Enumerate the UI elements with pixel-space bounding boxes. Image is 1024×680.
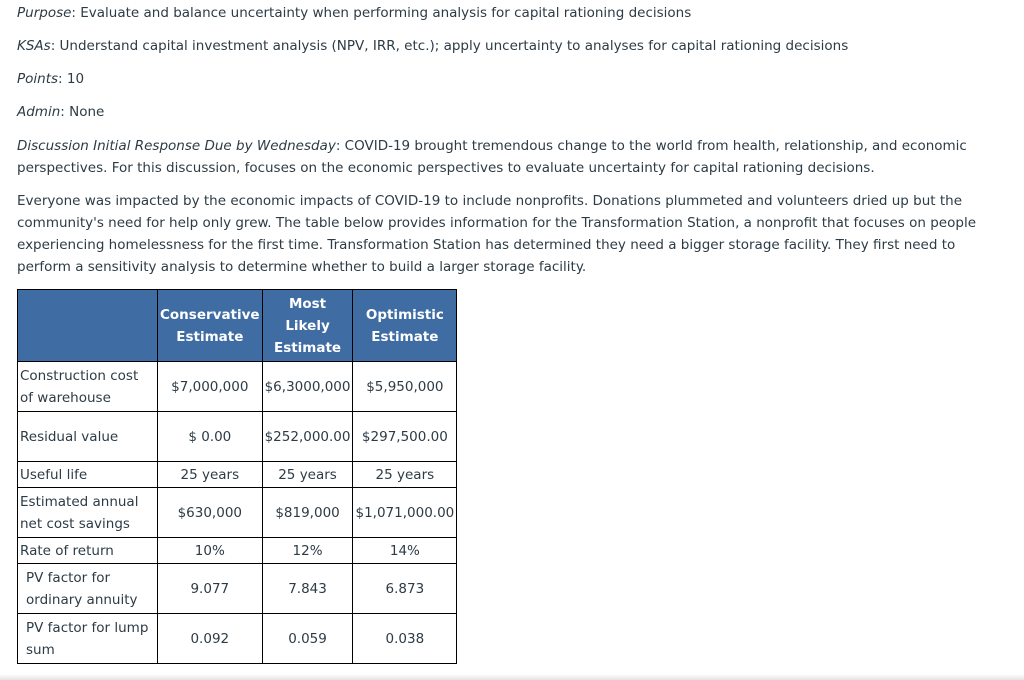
row-label: PV factor for ordinary annuity (18, 564, 158, 614)
cell-most-likely: 7.843 (262, 564, 353, 614)
table-header-row (18, 290, 457, 362)
discussion-text: COVID-19 brought tremendous change to the world from health, relationship, and economic perspectives. For this discussion, focuses on the economic perspectives to evaluate uncertainty for capital rationing decisions. (17, 138, 967, 176)
cell-optimistic: 25 years (353, 462, 457, 488)
header-most-likely: Most Likely Estimate (262, 290, 353, 362)
cell-most-likely: 25 years (262, 462, 353, 488)
cell-conservative: 9.077 (158, 564, 263, 614)
bottom-shadow (0, 674, 1024, 680)
cell-conservative: 0.092 (158, 614, 263, 664)
admin-label: Admin (17, 104, 61, 120)
cell-conservative: $7,000,000 (158, 362, 263, 412)
cell-most-likely: 0.059 (262, 614, 353, 664)
cell-conservative: $ 0.00 (158, 412, 263, 462)
estimates-table (17, 289, 457, 664)
ksas-label: KSAs (17, 38, 51, 54)
admin-text: None (69, 104, 105, 120)
cell-most-likely: 12% (262, 538, 353, 564)
purpose-text: Evaluate and balance uncertainty when performing analysis for capital rationing decisions (80, 5, 692, 21)
row-label: Rate of return (18, 538, 158, 564)
cell-conservative: $630,000 (158, 488, 263, 538)
header-blank (18, 290, 158, 362)
ksas-line: KSAs: Understand capital investment analysis (NPV, IRR, etc.); apply uncertainty to analyses for capital rationing decisions (17, 38, 849, 54)
discussion-paragraph: Discussion Initial Response Due by Wednesday: COVID-19 brought tremendous change to the world from health, relationship, and economic perspectives. For this discussion, focuses on the economic perspectives to evaluate uncertainty for capital rationing decisions. (17, 138, 967, 176)
row-label: Useful life (18, 462, 158, 488)
cell-most-likely: $252,000.00 (262, 412, 353, 462)
table-row (18, 614, 457, 664)
row-label: Estimated annual net cost savings (18, 488, 158, 538)
admin-line: Admin: None (17, 104, 105, 120)
cell-optimistic: $5,950,000 (353, 362, 457, 412)
cell-most-likely: $819,000 (262, 488, 353, 538)
ksas-text: Understand capital investment analysis (NPV, IRR, etc.); apply uncertainty to analyses for capital rationing decisions (59, 38, 849, 54)
cell-optimistic: 6.873 (353, 564, 457, 614)
table-row (18, 462, 457, 488)
table-row (18, 488, 457, 538)
points-line: Points: 10 (17, 71, 85, 87)
table-row (18, 538, 457, 564)
cell-optimistic: 14% (353, 538, 457, 564)
table-row (18, 564, 457, 614)
points-text: 10 (66, 71, 85, 87)
cell-optimistic: $1,071,000.00 (353, 488, 457, 538)
purpose-line: Purpose: Evaluate and balance uncertainty when performing analysis for capital rationing decisions (17, 5, 692, 21)
discussion-label: Discussion Initial Response Due by Wednesday (17, 138, 336, 154)
row-label: PV factor for lump sum (18, 614, 158, 664)
row-label: Residual value (18, 412, 158, 462)
cell-optimistic: 0.038 (353, 614, 457, 664)
row-label: Construction cost of warehouse (18, 362, 158, 412)
points-label: Points (17, 71, 59, 87)
cell-optimistic: $297,500.00 (353, 412, 457, 462)
header-conservative: Conservative Estimate (158, 290, 263, 362)
cell-most-likely: $6,3000,000 (262, 362, 353, 412)
table-row (18, 412, 457, 462)
header-optimistic: Optimistic Estimate (353, 290, 457, 362)
cell-conservative: 10% (158, 538, 263, 564)
purpose-label: Purpose (17, 5, 72, 21)
cell-conservative: 25 years (158, 462, 263, 488)
table-row (18, 362, 457, 412)
body-paragraph: Everyone was impacted by the economic impacts of COVID-19 to include nonprofits. Donations plummeted and volunteers dried up but the community's need for help only grew. The table below provides information for the Transformation Station, a nonprofit that focuses on people experiencing homelessness for the first time. Transformation Station has determined they need a bigger storage facility. They first need to perform a sensitivity analysis to determine whether to build a larger storage facility. (17, 193, 976, 275)
